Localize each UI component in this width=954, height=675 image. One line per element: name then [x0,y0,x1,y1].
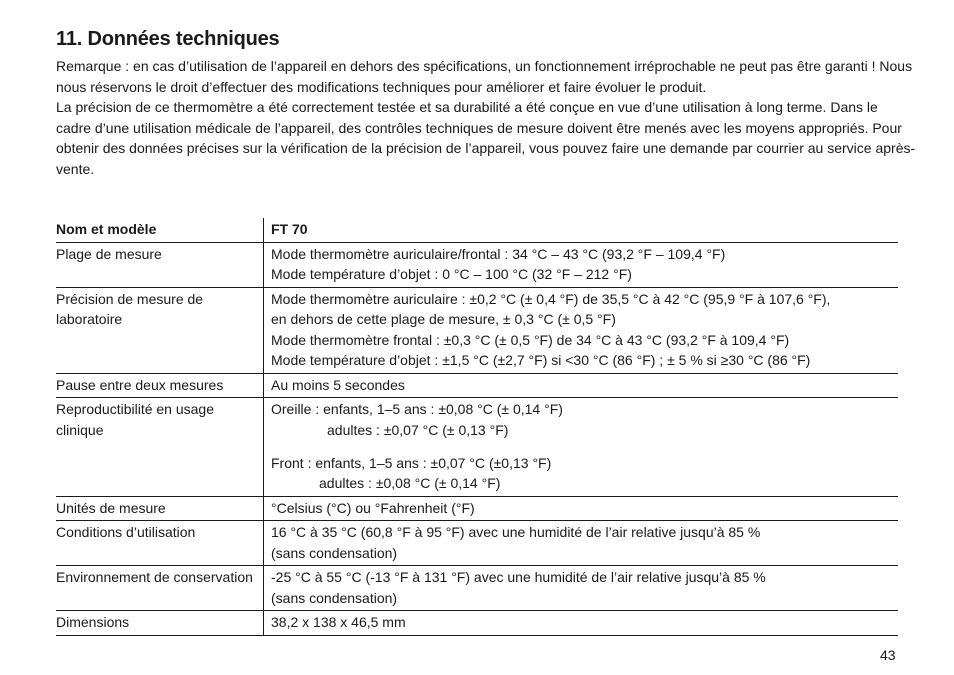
table-row-pause [56,373,898,398]
value-line: en dehors de cette plage de mesure, ± 0,3 °C (± 0,5 °F) [271,311,616,327]
row-label: Unités de mesure [56,499,166,516]
intro-paragraph-remark: Remarque : en cas d’utilisation de l’appareil en dehors des spécifications, un fonctionnement irréprochable ne peut pas être garanti ! Nous nous réservons le droit d’effectuer des modifications techniques pour améliorer et faire évoluer le produit. [56,58,913,95]
row-label: Plage de mesure [56,245,162,262]
table-row-storage-environment [56,566,898,611]
value-line: °Celsius (°C) ou °Fahrenheit (°F) [271,499,475,516]
row-label: Environnement de conservation [56,569,253,585]
row-value [264,566,899,611]
value-line: adultes : ±0,07 °C (± 0,13 °F) [327,421,509,438]
row-value [264,611,899,636]
value-line: Au moins 5 secondes [271,376,405,393]
value-line: (sans condensation) [271,544,398,561]
technical-specs-table [56,218,898,636]
header-value: FT 70 [264,218,899,242]
value-line: Mode température d’objet : 0 °C – 100 °C (32 °F – 212 °F) [271,266,632,282]
row-label: Dimensions [56,614,130,630]
table-row-operating-conditions [56,521,898,566]
row-label: Reproductibilité en usage clinique [56,401,214,438]
value-line: 16 °C à 35 °C (60,8 °F à 95 °F) avec une humidité de l’air relative jusqu’à 85 % [271,524,761,540]
value-line: Mode thermomètre auriculaire : ±0,2 °C (± 0,4 °F) de 35,5 °C à 42 °C (95,9 °F à 107,6 °F), [271,290,831,307]
value-line: 38,2 x 138 x 46,5 mm [271,614,406,630]
intro-text [56,56,916,179]
row-value [264,521,899,566]
table-row-units [56,496,898,521]
spacer [271,440,898,453]
row-value [264,373,899,398]
value-line: Oreille : enfants, 1–5 ans : ±0,08 °C (± 0,14 °F) [271,401,563,417]
table-row-measuring-range [56,242,898,287]
row-label: Conditions d’utilisation [56,524,196,540]
page-number: 43 [880,647,896,663]
value-line: adultes : ±0,08 °C (± 0,14 °F) [319,475,501,491]
table-header-row [56,218,898,242]
row-value [264,398,899,497]
value-line: Mode thermomètre auriculaire/frontal : 34 °C – 43 °C (93,2 °F – 109,4 °F) [271,245,726,262]
row-value [264,242,899,287]
value-line: (sans condensation) [271,589,398,606]
row-value [264,287,899,373]
row-label: Précision de mesure de laboratoire [56,290,204,327]
value-line: Mode température d’objet : ±1,5 °C (±2,7 °F) si <30 °C (86 °F) ; ± 5 % si ≥30 °C (86 °F) [271,352,811,368]
row-value [264,496,899,521]
header-label: Nom et modèle [56,221,157,237]
table-row-dimensions [56,611,898,636]
table-row-clinical-repeatability [56,398,898,497]
value-line: Front : enfants, 1–5 ans : ±0,07 °C (±0,13 °F) [271,454,552,471]
value-line: Mode thermomètre frontal : ±0,3 °C (± 0,5 °F) de 34 °C à 43 °C (93,2 °F à 109,4 °F) [271,331,790,348]
section-heading: 11. Données techniques [56,28,280,50]
value-line: -25 °C à 55 °C (-13 °F à 131 °F) avec une humidité de l’air relative jusqu’à 85 % [271,569,766,585]
table-row-lab-accuracy [56,287,898,373]
row-label: Pause entre deux mesures [56,376,224,393]
intro-paragraph-precision: La précision de ce thermomètre a été correctement testée et sa durabilité a été conçue en vue d’une utilisation à long terme. Dans le cadre d’une utilisation médicale de l’appareil, des contrôles techniques de mesure doivent être menés avec les moyens appropriés. Pour obtenir des données précises sur la vérification de la précision de l’appareil, vous pouvez faire une demande par courrier au service après-vente. [56,99,916,177]
